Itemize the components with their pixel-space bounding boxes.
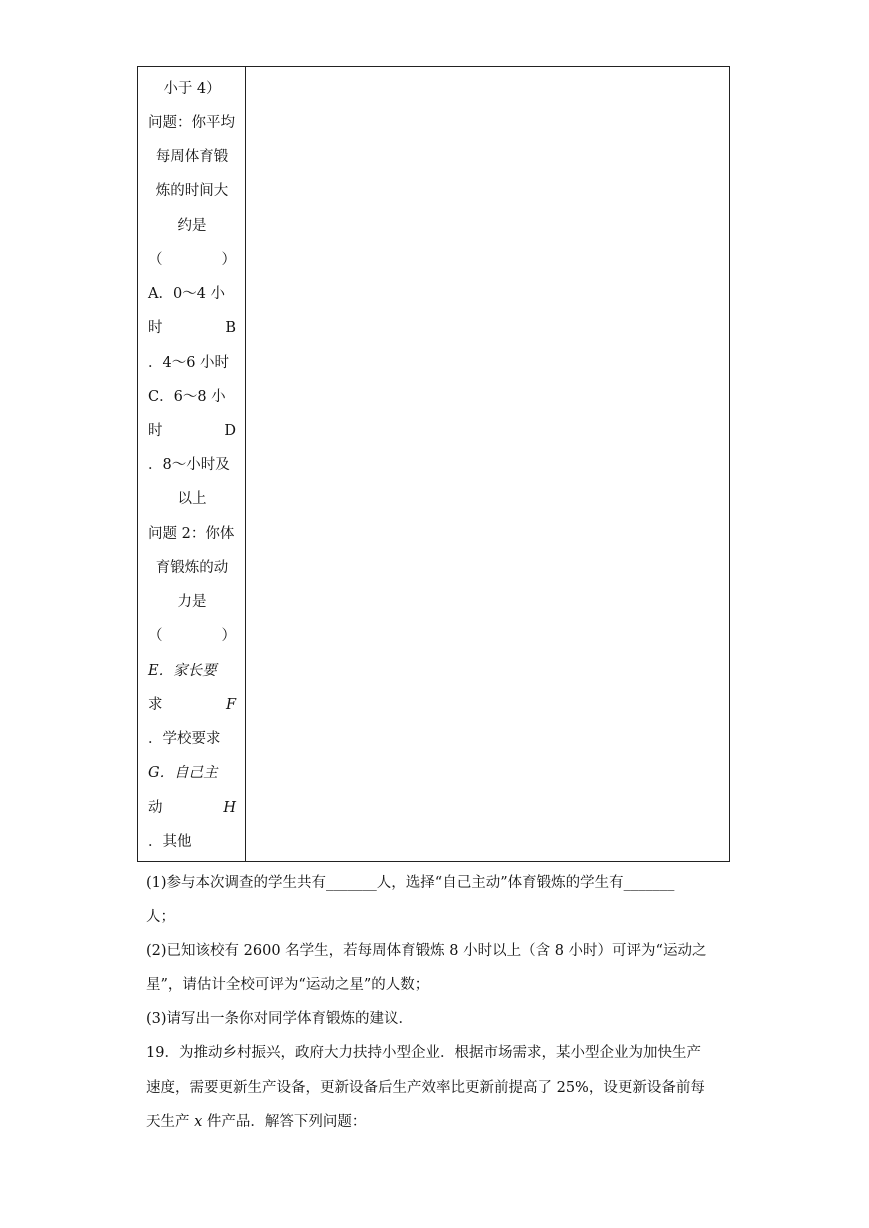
cell-line: 约是 <box>177 218 207 234</box>
option-c: C．6～8 小 <box>148 389 226 405</box>
cell-line: 炼的时间大 <box>155 183 229 199</box>
option-a: A．0～4 小 <box>148 286 226 302</box>
survey-questions-cell <box>138 67 245 861</box>
cell-line: 动 H <box>148 800 236 816</box>
problem-19-line: 天生产 x 件产品．解答下列问题： <box>146 1114 367 1130</box>
survey-table <box>137 66 730 862</box>
cell-line: 力是 <box>177 594 207 610</box>
problem-19-line: 19．为推动乡村振兴，政府大力扶持小型企业．根据市场需求，某小型企业为加快生产 <box>146 1045 701 1061</box>
option-e: E．家长要 <box>148 663 217 679</box>
question-2-line: 星”，请估计全校可评为“运动之星”的人数； <box>146 977 430 993</box>
question-1-line: (1)参与本次调查的学生共有_______人，选择“自己主动”体育锻炼的学生有_______ <box>146 875 675 891</box>
answer-bracket: （ ） <box>148 252 236 268</box>
variable-x: x <box>194 1114 203 1130</box>
cell-line: 以上 <box>177 491 207 507</box>
cell-line: 每周体育锻 <box>155 149 229 165</box>
option-b: ．4～6 小时 <box>148 355 230 371</box>
question-1-line: 人； <box>146 909 175 925</box>
answer-bracket: （ ） <box>148 628 236 644</box>
question-3: (3)请写出一条你对同学体育锻炼的建议． <box>146 1011 414 1027</box>
option-g: G．自己主 <box>148 765 218 781</box>
cell-line: 求 F <box>148 697 236 713</box>
column-divider <box>245 67 246 861</box>
cell-line: 育锻炼的动 <box>155 560 229 576</box>
option-h: ．其他 <box>148 834 192 850</box>
cell-line: 小于 4） <box>163 81 221 97</box>
cell-line: 问题：你平均 <box>148 115 235 131</box>
question-2-label: 问题 2：你体 <box>148 526 235 542</box>
question-2-line: (2)已知该校有 2600 名学生，若每周体育锻炼 8 小时以上（含 8 小时）可评为“运动之 <box>146 943 707 959</box>
problem-19-line: 速度，需要更新生产设备，更新设备后生产效率比更新前提高了 25%，设更新设备前每 <box>146 1080 705 1096</box>
option-d: ．8～小时及 <box>148 457 230 473</box>
cell-line: 时 D <box>148 423 236 439</box>
cell-line: 时 B <box>148 320 236 336</box>
option-f: ．学校要求 <box>148 731 221 747</box>
